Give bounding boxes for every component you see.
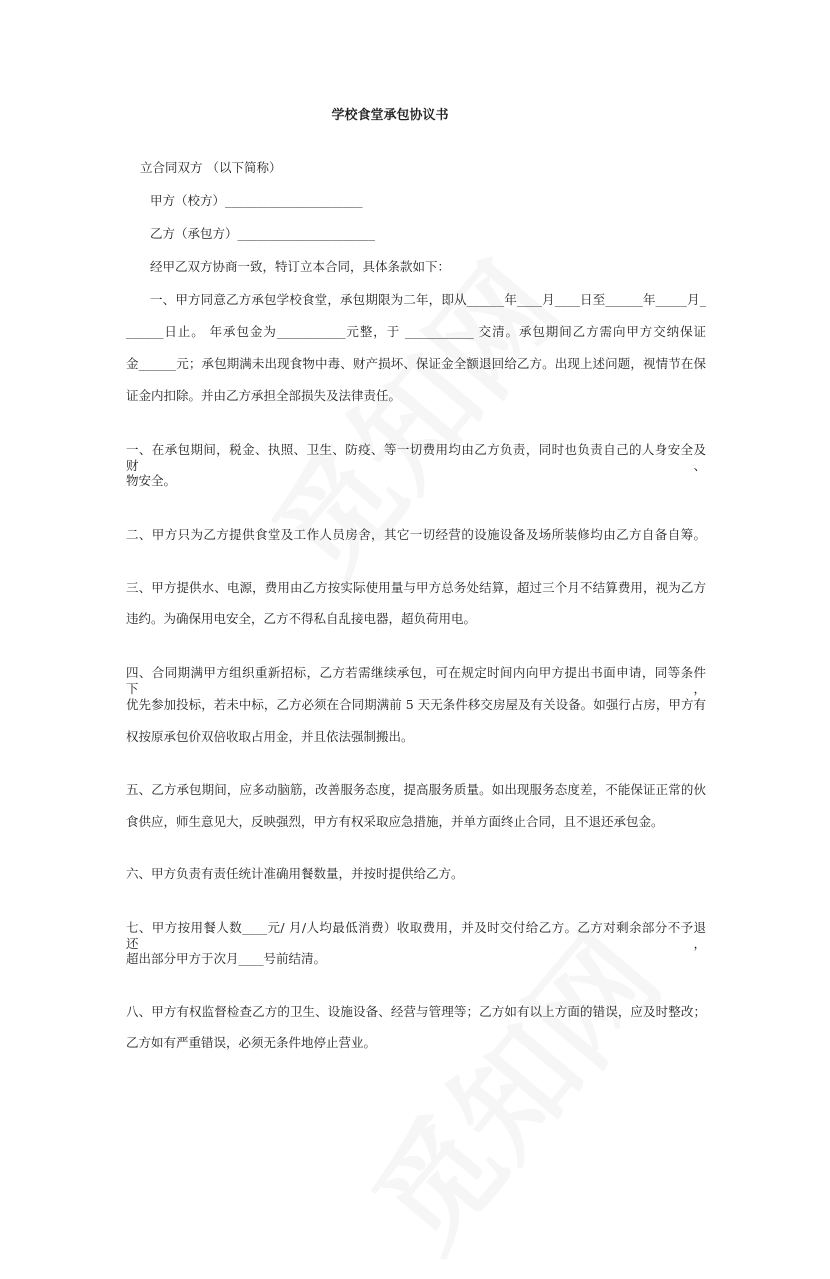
- clause-7-line: 超出部分甲方于次月____号前结清。: [126, 951, 327, 966]
- clause-3-line: 违约。为确保用电安全，乙方不得私自乱接电器，超负荷用电。: [126, 611, 477, 626]
- party-b-line: 乙方（承包方）______________________: [150, 226, 376, 241]
- document-title: 学校食堂承包协议书: [331, 108, 449, 123]
- party-a-line: 甲方（校方）______________________: [150, 193, 363, 208]
- watermark: [228, 223, 591, 609]
- clause-4-line: 优先参加投标，若未中标，乙方必须在合同期满前 5 天无条件移交房屋及有关设备。如强行占房，甲方有: [126, 697, 706, 712]
- clause-2-line: 二、甲方只为乙方提供食堂及工作人员房舍，其它一切经营的设施设备及场所装修均由乙方自备自筹。: [126, 527, 706, 542]
- clause-3-line: 三、甲方提供水、电源，费用由乙方按实际使用量与甲方总务处结算，超过三个月不结算费用，视为乙方: [126, 580, 706, 595]
- clause-main-line: 一、甲方同意乙方承包学校食堂，承包期限为二年，即从______年____月____日至______年_____月_: [150, 292, 706, 307]
- clause-4-line: 四、合同期满甲方组织重新招标，乙方若需继续承包，可在规定时间内向甲方提出书面申请，同等条件下，: [126, 665, 706, 696]
- clause-5-line: 食供应，师生意见大，反映强烈，甲方有权采取应急措施，并单方面终止合同，且不退还承包金。: [126, 814, 664, 829]
- parties-line: 立合同双方 （以下简称）: [140, 160, 282, 175]
- clause-main-line: 证金内扣除。并由乙方承担全部损失及法律责任。: [126, 388, 402, 403]
- clause-4-line: 权按原承包价双倍收取占用金，并且依法强制搬出。: [126, 729, 414, 744]
- clause-8-line: 八、甲方有权监督检查乙方的卫生、设施设备、经营与管理等；乙方如有以上方面的错误，应及时整改；: [126, 1004, 706, 1019]
- clause-8-line: 乙方如有严重错误，必须无条件地停止营业。: [126, 1035, 377, 1050]
- clause-6-line: 六、甲方负责有责任统计准确用餐数量，并按时提供给乙方。: [126, 866, 464, 881]
- clause-main-line: 金______元；承包期满未出现食物中毒、财产损坏、保证金全额退回给乙方。出现上述问题，视情节在保: [126, 356, 706, 371]
- clause-1-line: 一、在承包期间，税金、执照、卫生、防疫、等一切费用均由乙方负责，同时也负责自己的人身安全及财、: [126, 442, 706, 473]
- clause-7-line: 七、甲方按用餐人数____元/ 月/人均最低消费）收取费用，并及时交付给乙方。乙方对剩余部分不予退还，: [126, 920, 706, 951]
- clause-5-line: 五、乙方承包期间，应多动脑筋，改善服务态度，提高服务质量。如出现服务态度差，不能保证正常的伙: [126, 782, 706, 797]
- clause-main-line: ______日止。 年承包金为___________元整，于 ___________ 交清。承包期间乙方需向甲方交纳保证: [126, 324, 706, 339]
- clause-1-line: 物安全。: [126, 473, 177, 488]
- preamble: 经甲乙双方协商一致，特订立本合同，具体条款如下：: [150, 259, 451, 274]
